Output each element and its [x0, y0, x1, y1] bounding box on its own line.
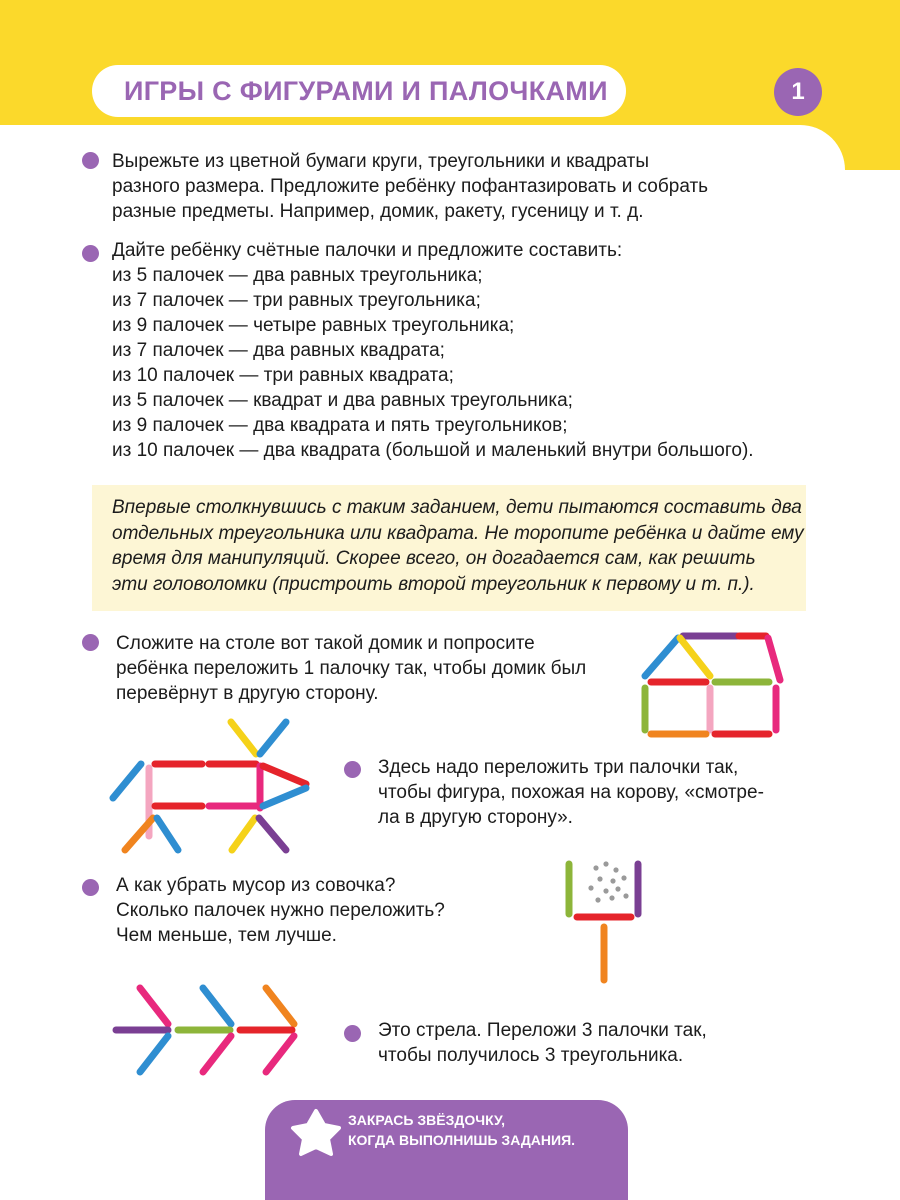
- page-title: ИГРЫ С ФИГУРАМИ И ПАЛОЧКАМИ: [124, 75, 608, 106]
- text-line: перевёрнут в другую сторону.: [116, 683, 379, 704]
- text-line: разного размера. Предложите ребёнку пофантазировать и собрать: [112, 176, 709, 197]
- text-line: время для манипуляций. Скорее всего, он догадается сам, как решить: [112, 548, 756, 569]
- text-line: ребёнка переложить 1 палочку так, чтобы домик был: [116, 658, 587, 679]
- text-line: Впервые столкнувшись с таким заданием, дети пытаются составить два: [112, 497, 802, 518]
- text-line: Это стрела. Переложи 3 палочки так,: [378, 1020, 707, 1041]
- text-line: Здесь надо переложить три палочки так,: [378, 757, 739, 778]
- text-line: Дайте ребёнку счётные палочки и предложите составить:: [112, 240, 623, 261]
- footer-line-1: ЗАКРАСЬ ЗВЁЗДОЧКУ,: [348, 1112, 505, 1128]
- text-line: из 7 палочек — два равных квадрата;: [112, 340, 445, 361]
- footer-text: [348, 1110, 575, 1150]
- text-line: из 7 палочек — три равных треугольника;: [112, 290, 481, 311]
- footer-line-2: КОГДА ВЫПОЛНИШЬ ЗАДАНИЯ.: [348, 1132, 576, 1148]
- text-line: из 10 палочек — три равных квадрата;: [112, 365, 454, 386]
- text-line: чтобы фигура, похожая на корову, «смотре-: [378, 782, 764, 803]
- text-line: Чем меньше, тем лучше.: [116, 925, 337, 946]
- text-line: из 9 палочек — четыре равных треугольника;: [112, 315, 515, 336]
- text-line: из 5 палочек — два равных треугольника;: [112, 265, 483, 286]
- text-line: чтобы получилось 3 треугольника.: [378, 1045, 684, 1066]
- text-line: из 9 палочек — два квадрата и пять треугольников;: [112, 415, 568, 436]
- text-line: эти головоломки (пристроить второй треугольник к первому и т. п.).: [112, 573, 755, 595]
- text-line: отдельных треугольника или квадрата. Не торопите ребёнка и дайте ему: [112, 522, 804, 544]
- text-line: Сколько палочек нужно переложить?: [116, 900, 445, 921]
- text-line: Сложите на столе вот такой домик и попросите: [116, 633, 535, 654]
- text-line: ла в другую сторону».: [378, 807, 573, 828]
- text-line: из 5 палочек — квадрат и два равных треугольника;: [112, 390, 573, 411]
- text-line: из 10 палочек — два квадрата (большой и маленький внутри большого).: [112, 440, 754, 461]
- text-line: Вырежьте из цветной бумаги круги, треугольники и квадраты: [112, 151, 650, 172]
- page-number-badge: 1: [774, 68, 822, 116]
- text-line: А как убрать мусор из совочка?: [116, 875, 396, 896]
- text-line: разные предметы. Например, домик, ракету, гусеницу и т. д.: [112, 201, 644, 222]
